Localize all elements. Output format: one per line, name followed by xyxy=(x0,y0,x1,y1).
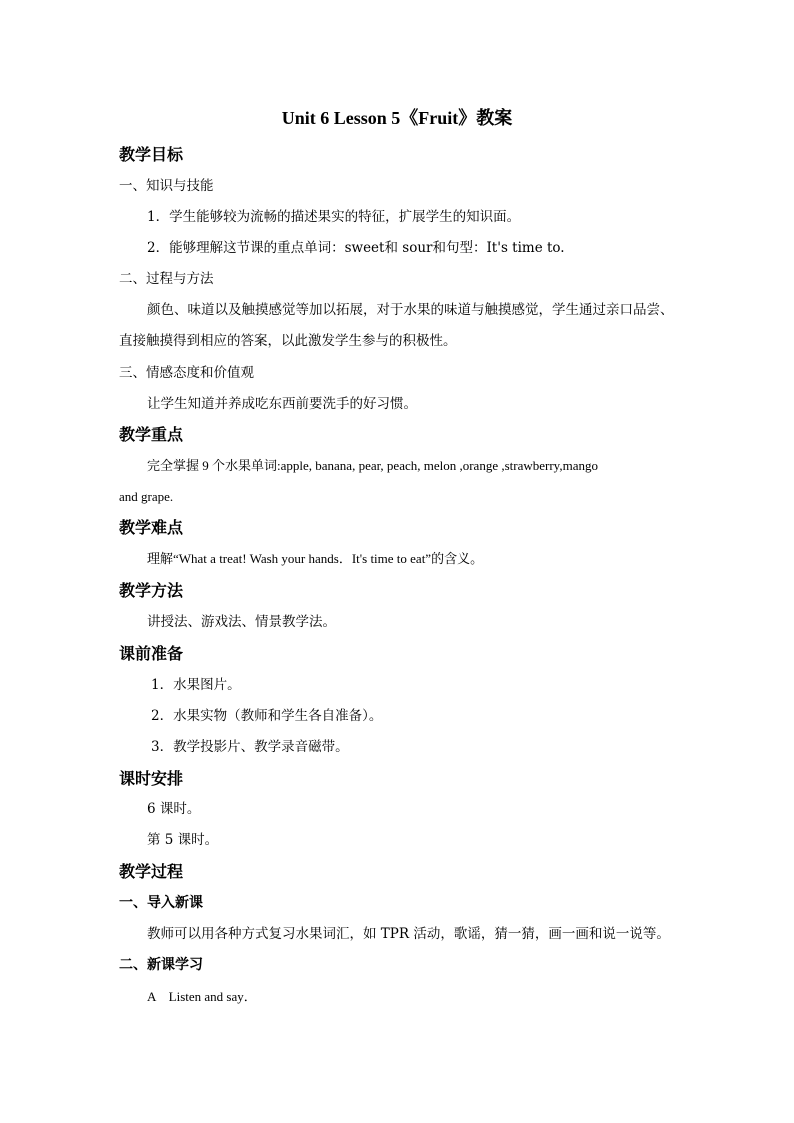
preparation-item-3: 3．教学投影片、教学录音磁带。 xyxy=(151,739,349,755)
methods-text: 讲授法、游戏法、情景教学法。 xyxy=(147,614,336,630)
section-heading-schedule: 课时安排 xyxy=(119,769,184,788)
key-points-text-line-2: and grape. xyxy=(119,489,174,504)
section-heading-difficulties: 教学难点 xyxy=(119,518,184,537)
emotion-text: 让学生知道并养成吃东西前要洗手的好习惯。 xyxy=(147,396,417,412)
difficulties-text: 理解“What a treat! Wash your hands．It's time to eat”的含义。 xyxy=(147,551,484,566)
section-heading-key-points: 教学重点 xyxy=(119,425,184,444)
subheading-process: 二、过程与方法 xyxy=(119,271,214,287)
subheading-emotion: 三、情感态度和价值观 xyxy=(119,365,254,381)
introduction-text: 教师可以用各种方式复习水果词汇，如 TPR 活动，歌谣，猜一猜，画一画和说一说等。 xyxy=(147,926,670,942)
preparation-item-2: 2．水果实物（教师和学生各自准备）。 xyxy=(151,708,383,724)
subheading-new-lesson: 二、新课学习 xyxy=(119,957,203,973)
key-points-text-line-1: 完全掌握 9 个水果单词:apple, banana, pear, peach, melon ,orange ,strawberry,mango xyxy=(147,458,598,473)
page-title: Unit 6 Lesson 5《Fruit》教案 xyxy=(281,108,513,128)
preparation-item-1: 1．水果图片。 xyxy=(151,677,241,693)
schedule-item-2: 第 5 课时。 xyxy=(147,832,219,848)
subheading-introduction: 一、导入新课 xyxy=(119,895,203,911)
knowledge-item-1: 1．学生能够较为流畅的描述果实的特征，扩展学生的知识面。 xyxy=(147,209,521,225)
section-heading-preparation: 课前准备 xyxy=(119,644,184,663)
process-text-line-2: 直接触摸得到相应的答案，以此激发学生参与的积极性。 xyxy=(119,333,457,349)
section-heading-teaching-process: 教学过程 xyxy=(119,862,184,881)
knowledge-item-2: 2．能够理解这节课的重点单词：sweet和 sour和句型：It's time to. xyxy=(147,240,565,256)
new-lesson-item-a: A Listen and say． xyxy=(147,989,257,1004)
section-heading-methods: 教学方法 xyxy=(119,581,184,600)
subheading-knowledge: 一、知识与技能 xyxy=(119,178,214,194)
process-text-line-1: 颜色、味道以及触摸感觉等加以拓展，对于水果的味道与触摸感觉，学生通过亲口品尝、 xyxy=(147,302,674,318)
schedule-item-1: 6 课时。 xyxy=(147,801,201,817)
section-heading-goals: 教学目标 xyxy=(119,145,184,164)
